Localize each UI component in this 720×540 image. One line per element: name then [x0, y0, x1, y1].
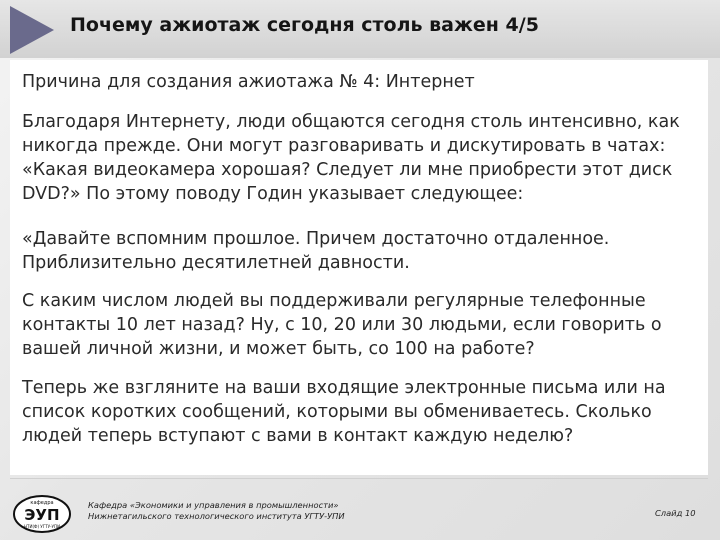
department-logo	[12, 494, 72, 534]
paragraph: Благодаря Интернету, люди общаются сегодня столь интенсивно, как никогда прежде. Они могут разговаривать и дискутировать в чатах: «Какая видеокамера хорошая? Следует ли мне приобрести этот диск DVD?» По этому поводу Годин указывает следующее:	[22, 112, 680, 204]
paragraph: Теперь же взгляните на ваши входящие электронные письма или на список коротких сообщений, которыми вы обмениваетесь. Сколько людей теперь вступают с вами в контакт каждую неделю?	[22, 378, 666, 446]
slide-title: Почему ажиотаж сегодня столь важен 4/5	[70, 14, 539, 36]
footer-line-1: Кафедра «Экономики и управления в промышленности»	[88, 500, 339, 510]
svg-text:кафедра: кафедра	[30, 500, 54, 506]
svg-text:НТИ(Ф) УГТУ-УПИ: НТИ(Ф) УГТУ-УПИ	[24, 524, 60, 529]
footer-line-2: Нижнетагильского технологического института УГТУ-УПИ	[88, 511, 345, 521]
footer-caption	[88, 500, 345, 522]
slide-content	[10, 60, 708, 475]
svg-text:ЭУП: ЭУП	[24, 506, 60, 524]
triangle-arrow-icon	[10, 6, 54, 54]
slide-number: Слайд 10	[655, 508, 696, 518]
paragraph: «Давайте вспомним прошлое. Причем достаточно отдаленное. Приблизительно десятилетней давности.	[22, 229, 610, 273]
paragraph: С каким числом людей вы поддерживали регулярные телефонные контакты 10 лет назад? Ну, с 10, 20 или 30 людьми, если говорить о вашей личной жизни, и может быть, со 100 на работе?	[22, 291, 662, 359]
footer-divider	[10, 478, 708, 479]
paragraph-heading: Причина для создания ажиотажа № 4: Интернет	[22, 72, 475, 92]
title-bar	[0, 0, 720, 58]
